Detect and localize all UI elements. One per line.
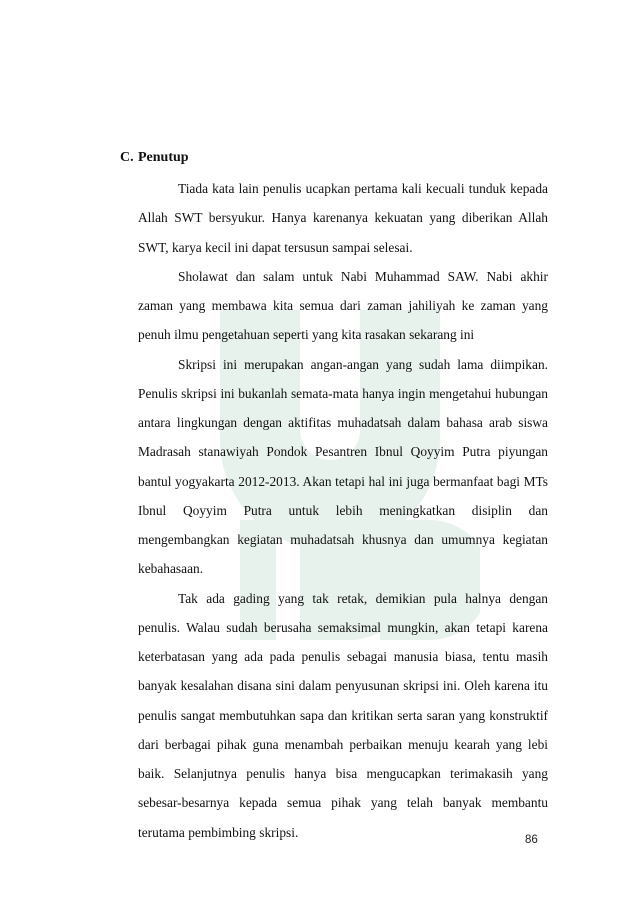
section-title: Penutup: [138, 150, 189, 165]
page-number: 86: [525, 834, 538, 846]
paragraph-sholawat: Sholawat dan salam untuk Nabi Muhammad SAW. Nabi akhir zaman yang membawa kita semua dari zaman jahiliyah ke zaman yang penuh ilmu pengetahuan seperti yang kita rasakan sekarang ini: [138, 268, 548, 343]
paragraph-apology-thanks: Tak ada gading yang tak retak, demikian pula halnya dengan penulis. Walau sudah berusaha semaksimal mungkin, akan tetapi karena keterbatasan yang ada pada penulis sebagai manusia biasa, tentu masih banyak kesalahan disana sini dalam penyusunan skripsi ini. Oleh karena itu penulis sangat membutuhkan sapa dan kritikan serta saran yang konstruktif dari berbagai pihak guna menambah perbaikan menuju kearah yang lebi baik. Selanjutnya penulis hanya bisa mengucapkan terimakasih yang sebesar-besarnya kepada semua pihak yang telah banyak membantu terutama pembimbing skripsi.: [138, 590, 548, 840]
section-heading: [120, 149, 189, 167]
paragraph-purpose: Skripsi ini merupakan angan-angan yang sudah lama diimpikan. Penulis skripsi ini bukanlah semata-mata hanya ingin mengetahui hubungan antara lingkungan dengan aktifitas muhadatsah dalam bahasa arab siswa Madrasah stanawiyah Pondok Pesantren Ibnul Qoyyim Putra piyungan bantul yogyakarta 2012-2013. Akan tetapi hal ini juga bermanfaat bagi MTs Ibnul Qoyyim Putra untuk lebih meningkatkan disiplin dan mengembangkan kegiatan muhadatsah khusnya dan umumnya kegiatan kebahasaan.: [138, 356, 548, 577]
body-text: [138, 174, 548, 847]
section-letter: C.: [120, 150, 134, 165]
paragraph-gratitude: Tiada kata lain penulis ucapkan pertama kali kecuali tunduk kepada Allah SWT bersyukur. Hanya karenanya kekuatan yang diberikan Allah SWT, karya kecil ini dapat tersusun sampai selesai.: [138, 181, 548, 255]
